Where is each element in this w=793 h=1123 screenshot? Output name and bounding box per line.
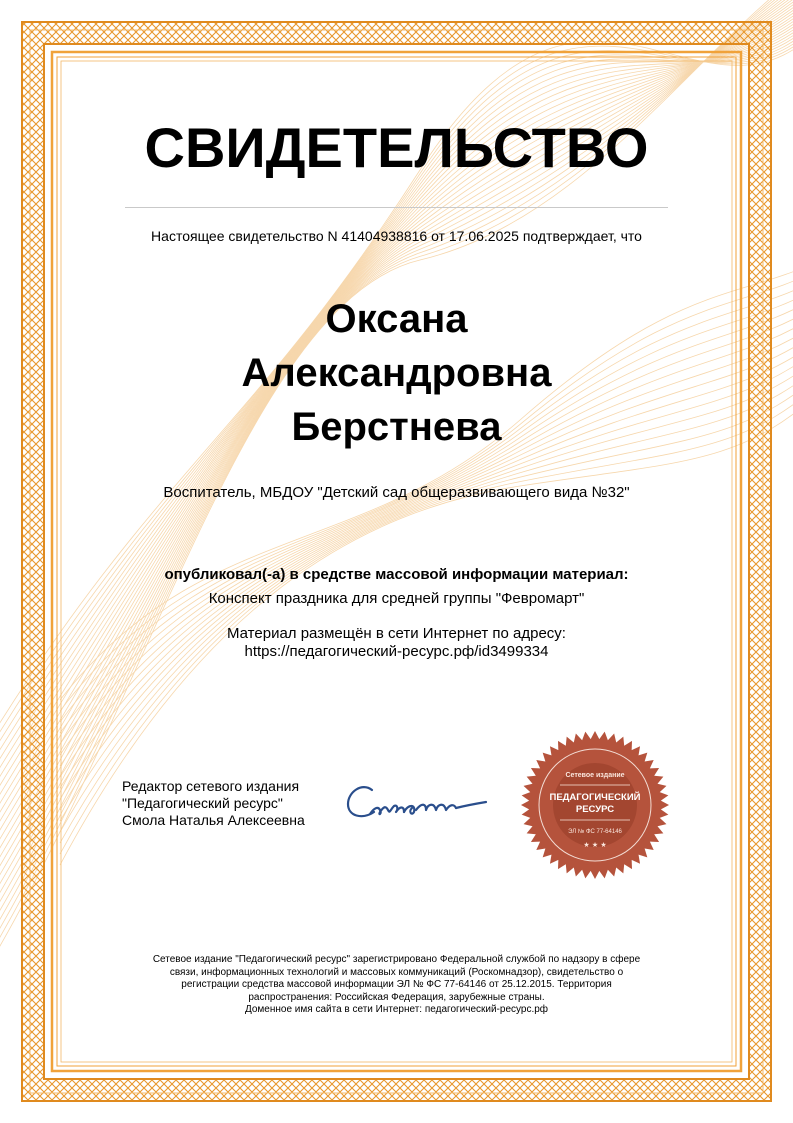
footer-line: распространения: Российская Федерация, зарубежные страны.	[248, 991, 545, 1003]
seal-top-text: Сетевое издание	[565, 772, 625, 779]
editor-block	[122, 778, 322, 829]
seal-main-text-2: РЕСУРС	[575, 804, 615, 815]
recipient-last-name: Берстнева	[291, 405, 502, 449]
footer-legal-text	[115, 954, 678, 1017]
placed-label: Материал размещён в сети Интернет по адресу:	[227, 625, 566, 642]
signature-icon	[340, 770, 500, 840]
footer-line: связи, информационных технологий и массовых коммуникаций (Роскомнадзор), свидетельство о	[169, 966, 624, 978]
seal-license: ЭЛ № ФС 77-64146	[568, 829, 622, 835]
material-url: https://педагогический-ресурс.рф/id3499334	[244, 643, 549, 660]
published-label: опубликовал(-а) в средстве массовой информации материал:	[164, 566, 629, 583]
certificate-title: СВИДЕТЕЛЬСТВО	[144, 116, 649, 179]
recipient-patronymic: Александровна	[241, 351, 552, 395]
editor-publication: "Педагогический ресурс"	[122, 795, 283, 811]
seal-stars: ★ ★ ★	[583, 841, 607, 849]
footer-line: регистрации средства массовой информации ЭЛ № ФС 77-64146 от 25.12.2015. Территория	[181, 979, 612, 990]
material-title: Конспект праздника для средней группы "Февромарт"	[208, 590, 585, 607]
title-divider	[125, 207, 668, 208]
editor-name: Смола Наталья Алексеевна	[122, 812, 305, 828]
recipient-first-name: Оксана	[325, 297, 468, 341]
recipient-position: Воспитатель, МБДОУ "Детский сад общеразвивающего вида №32"	[163, 484, 630, 501]
recipient-name	[100, 292, 693, 454]
certificate-intro: Настоящее свидетельство N 41404938816 от 17.06.2025 подтверждает, что	[151, 228, 642, 244]
footer-line: Сетевое издание "Педагогический ресурс" зарегистрировано Федеральной службой по надзору в сфере	[152, 954, 641, 965]
editor-role: Редактор сетевого издания	[122, 778, 300, 794]
seal-icon	[520, 730, 670, 880]
seal-main-text-1: ПЕДАГОГИЧЕСКИЙ	[549, 792, 641, 803]
footer-line: Доменное имя сайта в сети Интернет: педагогический-ресурс.рф	[244, 1004, 549, 1015]
